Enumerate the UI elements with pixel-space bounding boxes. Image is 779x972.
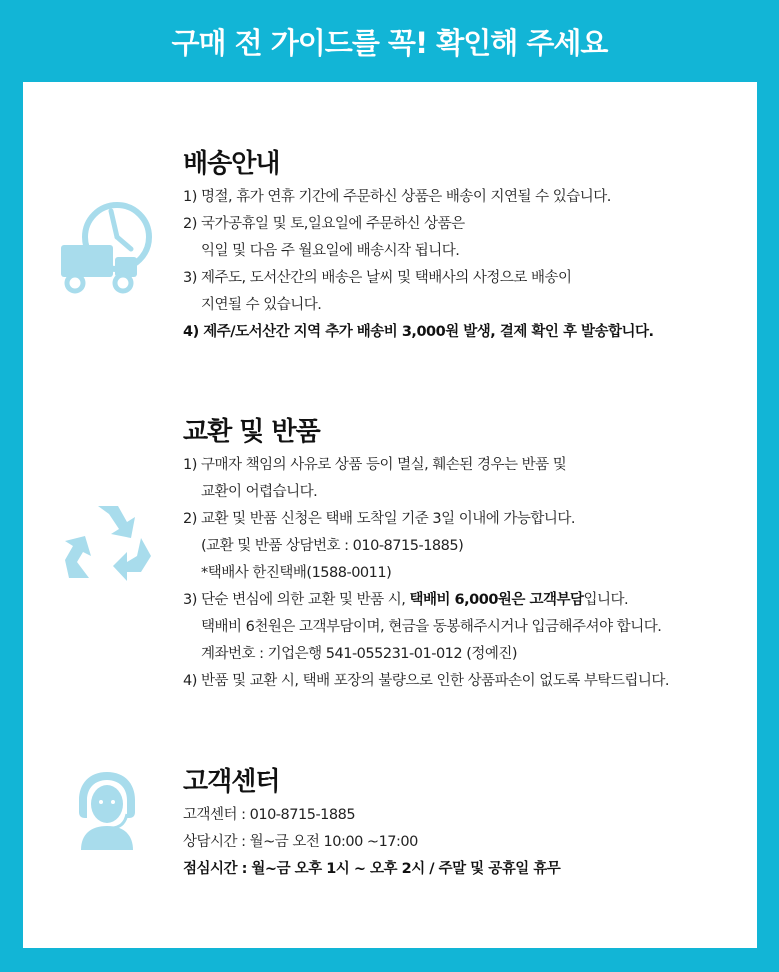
exchange-line-3-a: 3) 단순 변심에 의한 교환 및 반품 시, <box>183 592 410 608</box>
support-title: 고객센터 <box>183 767 280 797</box>
support-lunch: 점심시간 : 월~금 오후 1시 ~ 오후 2시 / 주말 및 공휴일 휴무 <box>183 861 561 877</box>
shipping-title: 배송안내 <box>183 149 280 179</box>
exchange-line-2b: (교환 및 반품 상담번호 : 010-8715-1885) <box>201 538 464 554</box>
support-content <box>183 762 560 883</box>
exchange-line-3c: 계좌번호 : 기업은행 541-055231-01-012 (정예진) <box>201 646 518 662</box>
exchange-line-2: 2) 교환 및 반품 신청은 택배 도착일 기준 3일 이내에 가능합니다. <box>183 511 575 527</box>
exchange-line-1: 1) 구매자 책임의 사유로 상품 등이 멸실, 훼손된 경우는 반품 및 <box>183 457 567 473</box>
shipping-content <box>183 144 654 346</box>
exchange-line-1b: 교환이 어렵습니다. <box>201 484 318 500</box>
headset-agent-icon <box>67 768 147 854</box>
recycle-icon <box>63 500 153 588</box>
shipping-line-3b: 지연될 수 있습니다. <box>201 297 322 313</box>
shipping-line-1: 1) 명절, 휴가 연휴 기간에 주문하신 상품은 배송이 지연될 수 있습니다. <box>183 189 611 205</box>
exchange-line-3b: 택배비 6천원은 고객부담이며, 현금을 동봉해주시거나 입금해주셔야 합니다. <box>201 619 662 635</box>
exchange-line-3-bold: 택배비 6,000원은 고객부담 <box>409 592 584 608</box>
exchange-line-3 <box>183 587 669 614</box>
shipping-line-4: 4) 제주/도서산간 지역 추가 배송비 3,000원 발생, 결제 확인 후 발송합니다. <box>183 324 654 340</box>
support-phone: 고객센터 : 010-8715-1885 <box>183 807 356 823</box>
exchange-content <box>183 412 669 695</box>
shipping-line-2b: 익일 및 다음 주 월요일에 배송시작 됩니다. <box>201 243 460 259</box>
delivery-truck-clock-icon <box>55 199 157 303</box>
shipping-line-3: 3) 제주도, 도서산간의 배송은 날씨 및 택배사의 사정으로 배송이 <box>183 270 572 286</box>
support-hours: 상담시간 : 월~금 오전 10:00 ~17:00 <box>183 834 418 850</box>
exchange-line-2c: *택배사 한진택배(1588-0011) <box>201 565 392 581</box>
page-header <box>0 0 779 82</box>
exchange-line-4: 4) 반품 및 교환 시, 택배 포장의 불량으로 인한 상품파손이 없도록 부탁드립니다. <box>183 673 670 689</box>
exchange-title: 교환 및 반품 <box>183 417 320 447</box>
shipping-line-2: 2) 국가공휴일 및 토,일요일에 주문하신 상품은 <box>183 216 465 232</box>
page-title: 구매 전 가이드를 꼭! 확인해 주세요 <box>171 25 608 60</box>
exchange-line-3-c: 입니다. <box>583 592 629 608</box>
guide-panel <box>23 82 757 948</box>
